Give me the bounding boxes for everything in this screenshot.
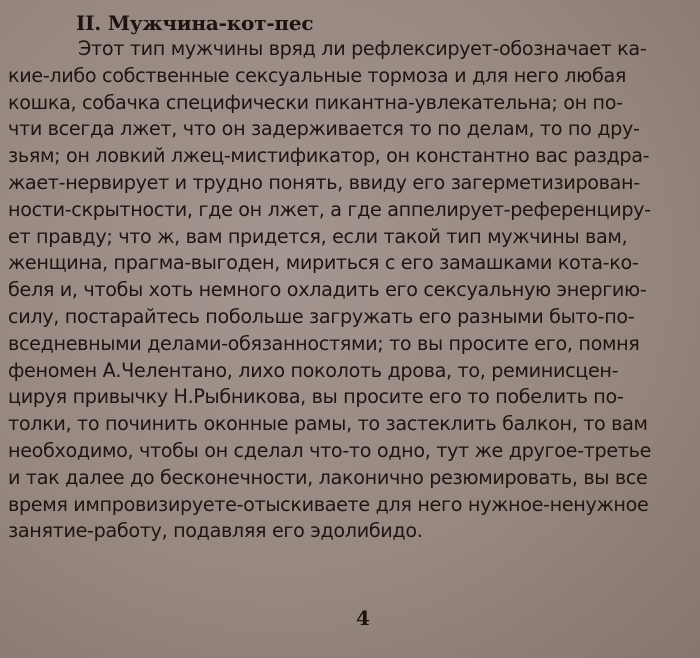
page-number: 4 [356,606,370,630]
body-text [8,36,696,545]
text-line: вседневными делами-обязанностями; то вы просите его, помня [8,331,640,355]
text-line: кие-либо собственные сексуальные тормоза и для него любая [8,63,627,87]
text-line: феномен А.Челентано, лихо поколоть дрова, то, реминисцен- [8,358,619,382]
text-line: толки, то починить оконные рамы, то застеклить балкон, то вам [8,412,648,436]
text-line: занятие-работу, подавляя его эдолибидо. [8,519,423,543]
text-line: зьям; он ловкий лжец-мистификатор, он константно вас раздра- [8,144,650,168]
text-line: кошка, собачка специфически пикантна-увлекательна; он по- [8,90,623,114]
text-line: цируя привычку Н.Рыбникова, вы просите его то побелить по- [8,385,624,409]
text-line: время импровизируете-отыскиваете для него нужное-ненужное [8,492,649,516]
text-line: жает-нервирует и трудно понять, ввиду его загерметизирован- [8,170,640,194]
text-line: и так далее до бесконечности, лаконично резюмировать, вы все [8,465,648,489]
text-line: женщина, прагма-выгоден, мириться с его замашками кота-ко- [8,251,639,275]
text-line: беля и, чтобы хоть немного охладить его сексуальную энергию- [8,278,647,302]
text-line: необходимо, чтобы он сделал что-то одно, тут же другое-третье [8,438,652,462]
section-heading: II. Мужчина-кот-пес [76,11,314,35]
text-line: Этот тип мужчины вряд ли рефлексирует-обозначает ка- [78,37,647,60]
text-line: силу, постарайтесь побольше загружать его разными быто-по- [8,304,635,328]
text-line: чти всегда лжет, что он задерживается то по делам, то по дру- [8,117,640,141]
text-line: ности-скрытности, где он лжет, а где аппелирует-референциру- [8,197,651,221]
text-line: ет правду; что ж, вам придется, если такой тип мужчины вам, [8,224,628,248]
